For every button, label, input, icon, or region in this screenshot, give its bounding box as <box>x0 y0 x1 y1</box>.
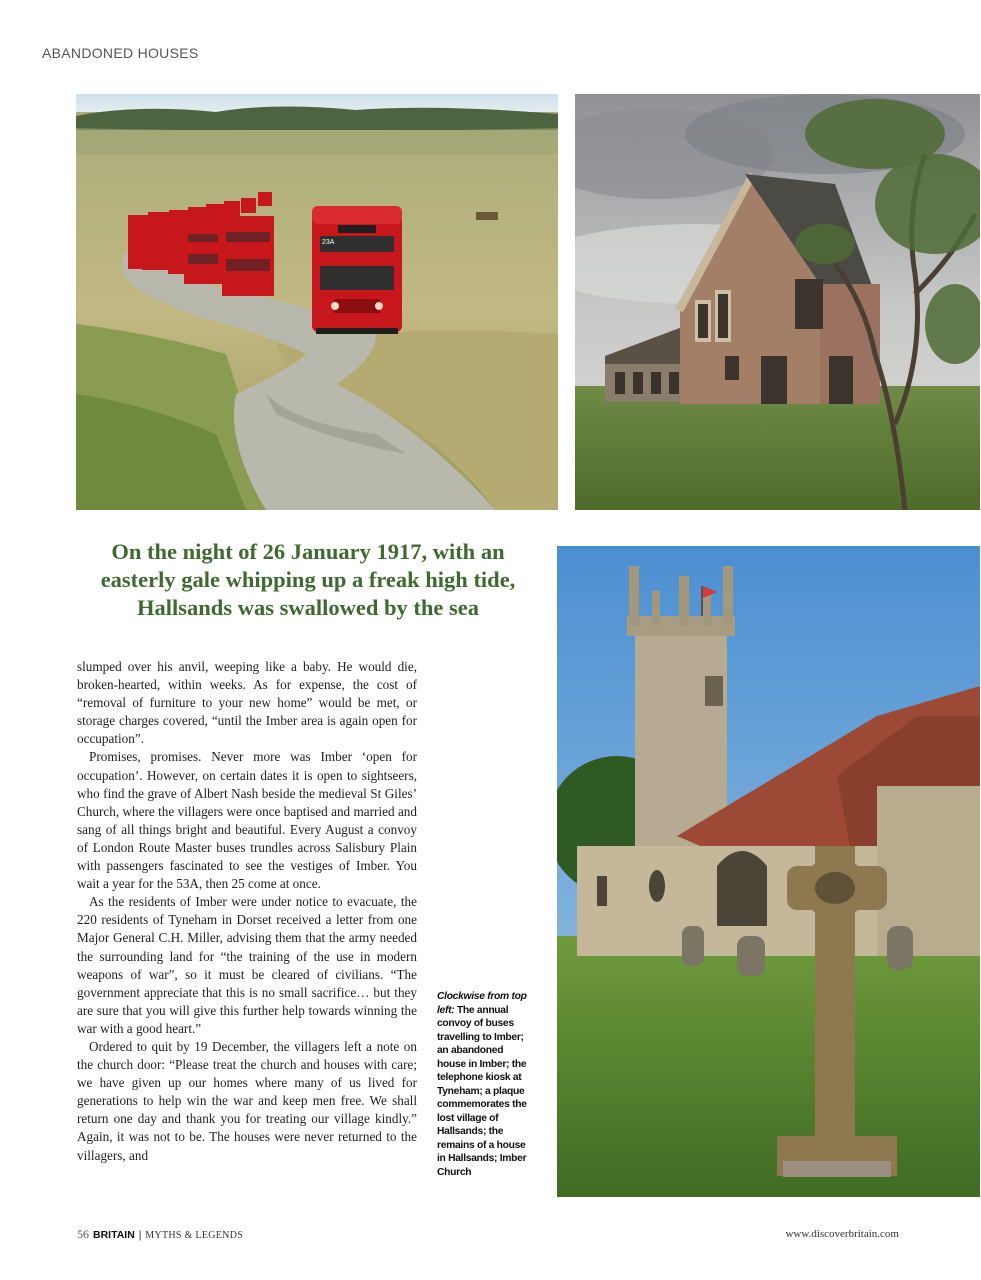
article-body <box>77 658 417 1165</box>
photo-caption <box>437 990 533 1179</box>
pull-quote: On the night of 26 January 1917, with an easterly gale whipping up a freak high tide, Hallsands was swallowed by the sea <box>100 539 516 620</box>
website-url[interactable]: www.discoverbritain.com <box>785 1228 899 1240</box>
issue-title: MYTHS & LEGENDS <box>145 1230 244 1241</box>
section-label: ABANDONED HOUSES <box>42 45 199 61</box>
page-footer <box>77 1227 243 1242</box>
body-paragraph: slumped over his anvil, weeping like a baby. He would die, broken-hearted, within weeks. As for expense, the cost of “removal of furniture to your new home” would be met, or storage charges covered, “until the Imber area is again open for occupation”. <box>77 659 417 747</box>
body-paragraph: Ordered to quit by 19 December, the villagers left a note on the church door: “Please treat the church and houses with care; we have given up our homes where many of us lived for generations to help win the war and keep men free. We shall return one day and thank you for treating our village kindly.” Again, it was not to be. The houses were never returned to the villagers, and <box>77 1038 417 1163</box>
bus-route-sign: 23A <box>322 239 335 246</box>
body-paragraph: Promises, promises. Never more was Imber ‘open for occupation’. However, on certain dates it is open to sightseers, who find the grave of Albert Nash beside the medieval St Giles’ Church, where the villagers were once baptised and married and sang of all things bright and beautiful. Every August a convoy of London Route Master buses trundles across Salisbury Plain with passengers fascinated to see the vestiges of Imber. You wait a year for the 53A, then 25 come at once. <box>77 749 417 892</box>
page-number: 56 <box>77 1227 89 1241</box>
abandoned-house-photo <box>575 94 980 510</box>
caption-text: The annual convoy of buses travelling to Imber; an abandoned house in Imber; the telephone kiosk at Tyneham; a plaque commemorates the lost village of Hallsands; the remains of a house in Hallsands; Imber Church <box>437 1004 527 1178</box>
imber-church-photo <box>557 546 980 1197</box>
bus-convoy-photo <box>76 94 558 510</box>
footer-divider: | <box>138 1229 142 1241</box>
caption-lead: Clockwise from top left: <box>437 991 527 1016</box>
magazine-brand: BRITAIN <box>93 1229 135 1241</box>
body-paragraph: As the residents of Imber were under notice to evacuate, the 220 residents of Tyneham in Dorset received a letter from one Major General C.H. Miller, advising them that the army needed the surrounding land for “the training of the use in modern weapons of war”, so it must be cleared of civilians. “The government appreciate that this is no small sacrifice… but they are sure that you will give this further help towards winning the war with a good heart.” <box>77 894 417 1036</box>
